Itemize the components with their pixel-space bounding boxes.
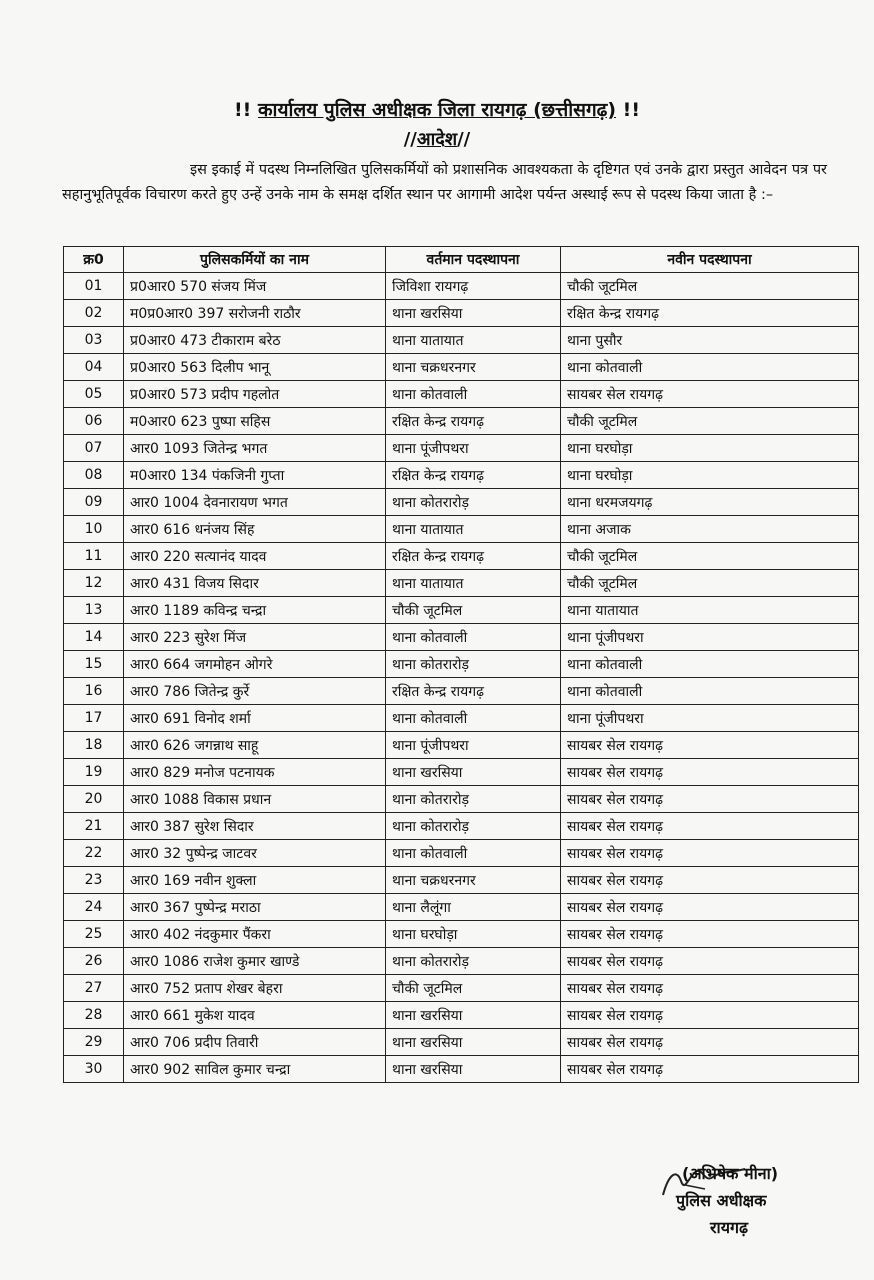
table-row xyxy=(64,705,859,732)
serial-cell: 12 xyxy=(64,570,124,597)
new-posting-cell: थाना पूंजीपथरा xyxy=(561,705,859,732)
current-posting-cell: थाना कोतरारोड़ xyxy=(386,786,561,813)
table-row xyxy=(64,1056,859,1083)
serial-cell: 03 xyxy=(64,327,124,354)
officer-name-cell: आर0 626 जगन्नाथ साहू xyxy=(124,732,386,759)
officer-name-cell: आर0 1189 कविन्द्र चन्द्रा xyxy=(124,597,386,624)
officer-name-cell: आर0 786 जितेन्द्र कुर्रे xyxy=(124,678,386,705)
current-posting-cell: थाना पूंजीपथरा xyxy=(386,435,561,462)
title-suffix: !! xyxy=(622,99,641,121)
officer-name-cell: आर0 169 नवीन शुक्ला xyxy=(124,867,386,894)
officer-name-cell: आर0 829 मनोज पटनायक xyxy=(124,759,386,786)
serial-cell: 01 xyxy=(64,273,124,300)
table-row xyxy=(64,354,859,381)
subtitle-left: // xyxy=(403,129,417,150)
officer-name-cell: आर0 1088 विकास प्रधान xyxy=(124,786,386,813)
serial-cell: 21 xyxy=(64,813,124,840)
officer-name-cell: प्र0आर0 563 दिलीप भानू xyxy=(124,354,386,381)
table-row xyxy=(64,570,859,597)
col-header-name: पुलिसकर्मियों का नाम xyxy=(124,247,386,273)
serial-cell: 16 xyxy=(64,678,124,705)
new-posting-cell: थाना धरमजयगढ़ xyxy=(561,489,859,516)
officer-name-cell: प्र0आर0 573 प्रदीप गहलोत xyxy=(124,381,386,408)
table-row xyxy=(64,381,859,408)
table-row xyxy=(64,678,859,705)
col-header-serial: क्र0 xyxy=(64,247,124,273)
current-posting-cell: थाना कोतरारोड़ xyxy=(386,489,561,516)
new-posting-cell: सायबर सेल रायगढ़ xyxy=(561,894,859,921)
current-posting-cell: थाना यातायात xyxy=(386,516,561,543)
table-row xyxy=(64,1029,859,1056)
table-row xyxy=(64,489,859,516)
officer-name-cell: म0आर0 134 पंकजिनी गुप्ता xyxy=(124,462,386,489)
current-posting-cell: थाना कोतवाली xyxy=(386,624,561,651)
current-posting-cell: थाना कोतवाली xyxy=(386,705,561,732)
col-header-current-posting: वर्तमान पदस्थापना xyxy=(386,247,561,273)
serial-cell: 27 xyxy=(64,975,124,1002)
current-posting-cell: जिविशा रायगढ़ xyxy=(386,273,561,300)
serial-cell: 07 xyxy=(64,435,124,462)
current-posting-cell: थाना खरसिया xyxy=(386,300,561,327)
new-posting-cell: थाना अजाक xyxy=(561,516,859,543)
officer-name-cell: आर0 616 धनंजय सिंह xyxy=(124,516,386,543)
table-row xyxy=(64,867,859,894)
serial-cell: 02 xyxy=(64,300,124,327)
new-posting-cell: थाना पूंजीपथरा xyxy=(561,624,859,651)
new-posting-cell: सायबर सेल रायगढ़ xyxy=(561,975,859,1002)
new-posting-cell: सायबर सेल रायगढ़ xyxy=(561,732,859,759)
table-row xyxy=(64,327,859,354)
table-header-row xyxy=(64,247,859,273)
officer-name-cell: आर0 402 नंदकुमार पैंकरा xyxy=(124,921,386,948)
current-posting-cell: थाना चक्रधरनगर xyxy=(386,867,561,894)
table-row xyxy=(64,759,859,786)
serial-cell: 24 xyxy=(64,894,124,921)
table-row xyxy=(64,408,859,435)
new-posting-cell: रक्षित केन्द्र रायगढ़ xyxy=(561,300,859,327)
new-posting-cell: सायबर सेल रायगढ़ xyxy=(561,1029,859,1056)
new-posting-cell: थाना कोतवाली xyxy=(561,678,859,705)
current-posting-cell: रक्षित केन्द्र रायगढ़ xyxy=(386,462,561,489)
serial-cell: 08 xyxy=(64,462,124,489)
new-posting-cell: थाना कोतवाली xyxy=(561,651,859,678)
new-posting-cell: सायबर सेल रायगढ़ xyxy=(561,786,859,813)
serial-cell: 14 xyxy=(64,624,124,651)
current-posting-cell: रक्षित केन्द्र रायगढ़ xyxy=(386,678,561,705)
officer-name-cell: आर0 902 साविल कुमार चन्द्रा xyxy=(124,1056,386,1083)
table-row xyxy=(64,840,859,867)
serial-cell: 13 xyxy=(64,597,124,624)
current-posting-cell: थाना कोतवाली xyxy=(386,381,561,408)
table-row xyxy=(64,273,859,300)
subtitle-right: // xyxy=(457,129,471,150)
new-posting-cell: चौकी जूटमिल xyxy=(561,273,859,300)
new-posting-cell: सायबर सेल रायगढ़ xyxy=(561,840,859,867)
officer-name-cell: प्र0आर0 473 टीकाराम बरेठ xyxy=(124,327,386,354)
current-posting-cell: चौकी जूटमिल xyxy=(386,975,561,1002)
new-posting-cell: सायबर सेल रायगढ़ xyxy=(561,759,859,786)
new-posting-cell: चौकी जूटमिल xyxy=(561,543,859,570)
table-row xyxy=(64,516,859,543)
officer-name-cell: म0प्र0आर0 397 सरोजनी राठौर xyxy=(124,300,386,327)
serial-cell: 06 xyxy=(64,408,124,435)
table-row xyxy=(64,948,859,975)
table-row xyxy=(64,651,859,678)
table-row xyxy=(64,624,859,651)
current-posting-cell: थाना खरसिया xyxy=(386,759,561,786)
officer-name-cell: आर0 664 जगमोहन ओगरे xyxy=(124,651,386,678)
intro-paragraph: इस इकाई में पदस्थ निम्नलिखित पुलिसकर्मियों को प्रशासनिक आवश्यकता के दृष्टिगत एवं उनके द्वारा प्रस्तुत आवेदन पत्र पर सहानुभूतिपूर्वक विचारण करते हुए उन्हें उनके नाम के समक्ष दर्शित स्थान पर आगामी आदेश पर्यन्त अस्थाई रूप से पदस्थ किया जाता है :– xyxy=(62,162,827,203)
current-posting-cell: रक्षित केन्द्र रायगढ़ xyxy=(386,408,561,435)
current-posting-cell: थाना पूंजीपथरा xyxy=(386,732,561,759)
new-posting-cell: सायबर सेल रायगढ़ xyxy=(561,867,859,894)
new-posting-cell: सायबर सेल रायगढ़ xyxy=(561,381,859,408)
signature-block xyxy=(640,1160,840,1241)
officer-name-cell: म0आर0 623 पुष्पा सहिस xyxy=(124,408,386,435)
officer-name-cell: आर0 32 पुष्पेन्द्र जाटवर xyxy=(124,840,386,867)
table-row xyxy=(64,894,859,921)
serial-cell: 09 xyxy=(64,489,124,516)
serial-cell: 19 xyxy=(64,759,124,786)
current-posting-cell: थाना कोतवाली xyxy=(386,840,561,867)
table-row xyxy=(64,921,859,948)
order-heading xyxy=(0,128,874,152)
officer-name-cell: आर0 661 मुकेश यादव xyxy=(124,1002,386,1029)
current-posting-cell: थाना कोतरारोड़ xyxy=(386,948,561,975)
officer-name-cell: आर0 220 सत्यानंद यादव xyxy=(124,543,386,570)
serial-cell: 04 xyxy=(64,354,124,381)
officer-name-cell: आर0 691 विनोद शर्मा xyxy=(124,705,386,732)
new-posting-cell: सायबर सेल रायगढ़ xyxy=(561,1002,859,1029)
officer-name-cell: आर0 1093 जितेन्द्र भगत xyxy=(124,435,386,462)
new-posting-cell: सायबर सेल रायगढ़ xyxy=(561,948,859,975)
current-posting-cell: थाना खरसिया xyxy=(386,1056,561,1083)
serial-cell: 18 xyxy=(64,732,124,759)
current-posting-cell: थाना लैलूंगा xyxy=(386,894,561,921)
serial-cell: 29 xyxy=(64,1029,124,1056)
current-posting-cell: थाना खरसिया xyxy=(386,1002,561,1029)
officer-name-cell: आर0 1086 राजेश कुमार खाण्डे xyxy=(124,948,386,975)
serial-cell: 20 xyxy=(64,786,124,813)
current-posting-cell: चौकी जूटमिल xyxy=(386,597,561,624)
current-posting-cell: थाना यातायात xyxy=(386,327,561,354)
current-posting-cell: रक्षित केन्द्र रायगढ़ xyxy=(386,543,561,570)
serial-cell: 10 xyxy=(64,516,124,543)
serial-cell: 17 xyxy=(64,705,124,732)
current-posting-cell: थाना खरसिया xyxy=(386,1029,561,1056)
col-header-new-posting: नवीन पदस्थापना xyxy=(561,247,859,273)
serial-cell: 11 xyxy=(64,543,124,570)
new-posting-cell: थाना घरघोड़ा xyxy=(561,462,859,489)
new-posting-cell: सायबर सेल रायगढ़ xyxy=(561,1056,859,1083)
current-posting-cell: थाना कोतरारोड़ xyxy=(386,651,561,678)
serial-cell: 15 xyxy=(64,651,124,678)
new-posting-cell: चौकी जूटमिल xyxy=(561,570,859,597)
table-row xyxy=(64,975,859,1002)
new-posting-cell: थाना यातायात xyxy=(561,597,859,624)
serial-cell: 28 xyxy=(64,1002,124,1029)
new-posting-cell: थाना पुसौर xyxy=(561,327,859,354)
signatory-place: रायगढ़ xyxy=(710,1218,748,1237)
office-title: कार्यालय पुलिस अधीक्षक जिला रायगढ़ (छत्तीसगढ़) xyxy=(257,99,617,121)
table-row xyxy=(64,597,859,624)
signatory-designation: पुलिस अधीक्षक xyxy=(676,1191,767,1210)
table-row xyxy=(64,462,859,489)
serial-cell: 26 xyxy=(64,948,124,975)
serial-cell: 22 xyxy=(64,840,124,867)
officer-name-cell: आर0 752 प्रताप शेखर बेहरा xyxy=(124,975,386,1002)
table-row xyxy=(64,813,859,840)
new-posting-cell: चौकी जूटमिल xyxy=(561,408,859,435)
current-posting-cell: थाना यातायात xyxy=(386,570,561,597)
officer-name-cell: आर0 431 विजय सिदार xyxy=(124,570,386,597)
table-row xyxy=(64,300,859,327)
serial-cell: 23 xyxy=(64,867,124,894)
current-posting-cell: थाना घरघोड़ा xyxy=(386,921,561,948)
officer-name-cell: आर0 1004 देवनारायण भगत xyxy=(124,489,386,516)
current-posting-cell: थाना कोतरारोड़ xyxy=(386,813,561,840)
title-prefix: !! xyxy=(233,99,252,121)
officer-name-cell: प्र0आर0 570 संजय मिंज xyxy=(124,273,386,300)
officer-name-cell: आर0 367 पुष्पेन्द्र मराठा xyxy=(124,894,386,921)
serial-cell: 25 xyxy=(64,921,124,948)
new-posting-cell: सायबर सेल रायगढ़ xyxy=(561,921,859,948)
signatory-name: (अभिषेक मीना) xyxy=(682,1164,779,1183)
serial-cell: 30 xyxy=(64,1056,124,1083)
officer-name-cell: आर0 706 प्रदीप तिवारी xyxy=(124,1029,386,1056)
table-row xyxy=(64,786,859,813)
table-row xyxy=(64,732,859,759)
new-posting-cell: सायबर सेल रायगढ़ xyxy=(561,813,859,840)
transfer-table xyxy=(63,246,859,1083)
table-row xyxy=(64,1002,859,1029)
officer-name-cell: आर0 223 सुरेश मिंज xyxy=(124,624,386,651)
page-title xyxy=(0,97,874,123)
table-row xyxy=(64,543,859,570)
new-posting-cell: थाना घरघोड़ा xyxy=(561,435,859,462)
current-posting-cell: थाना चक्रधरनगर xyxy=(386,354,561,381)
table-row xyxy=(64,435,859,462)
officer-name-cell: आर0 387 सुरेश सिदार xyxy=(124,813,386,840)
order-label: आदेश xyxy=(416,129,458,150)
serial-cell: 05 xyxy=(64,381,124,408)
new-posting-cell: थाना कोतवाली xyxy=(561,354,859,381)
